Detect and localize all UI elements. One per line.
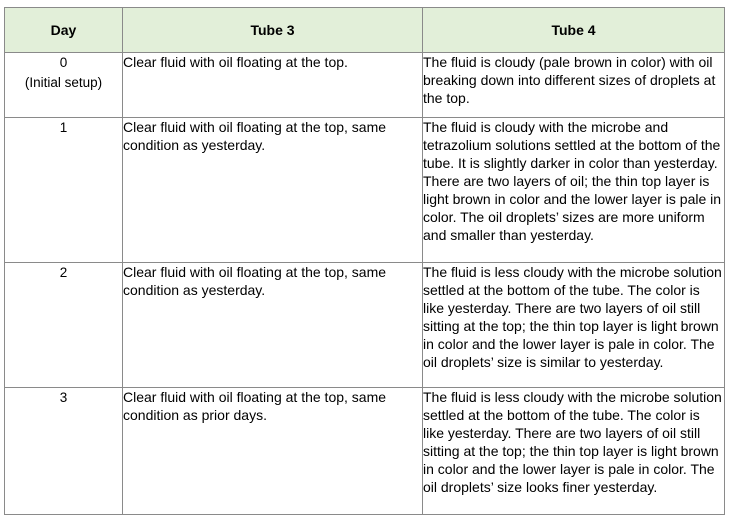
table-row: [5, 118, 725, 263]
header-day: Day: [5, 8, 123, 53]
tube-4-observation: The fluid is less cloudy with the microbe solution settled at the bottom of the tube. The color is like yesterday. There are two layers of oil still sitting at the top; the thin top layer is light brown in color and the lower layer is pale in color. The oil droplets’ size looks finer yesterday.: [423, 388, 725, 515]
header-tube-3: Tube 3: [123, 8, 423, 53]
day-number: 2: [59, 265, 68, 280]
day-number: 1: [59, 120, 68, 135]
header-tube-4: Tube 4: [423, 8, 725, 53]
tube-4-observation: The fluid is less cloudy with the microbe solution settled at the bottom of the tube. The color is like yesterday. There are two layers of oil still sitting at the top; the thin top layer is light brown in color and the lower layer is pale in color. The oil droplets’ size is similar to yesterday.: [423, 263, 725, 388]
table-row: [5, 53, 725, 118]
tube-3-observation: Clear fluid with oil floating at the top, same condition as prior days.: [123, 388, 423, 515]
day-cell: [5, 53, 123, 118]
day-note: (Initial setup): [24, 75, 103, 90]
tube-4-observation: The fluid is cloudy (pale brown in color) with oil breaking down into different sizes of droplets at the top.: [423, 53, 725, 118]
day-cell: [5, 118, 123, 263]
table-header-row: [5, 8, 725, 53]
day-number: 0: [59, 55, 68, 70]
tube-3-observation: Clear fluid with oil floating at the top, same condition as yesterday.: [123, 263, 423, 388]
tube-3-observation: Clear fluid with oil floating at the top, same condition as yesterday.: [123, 118, 423, 263]
day-cell: [5, 263, 123, 388]
table-row: [5, 263, 725, 388]
table-row: [5, 388, 725, 515]
tube-4-observation: The fluid is cloudy with the microbe and tetrazolium solutions settled at the bottom of the tube. It is slightly darker in color than yesterday. There are two layers of oil; the thin top layer is light brown in color and the lower layer is pale in color. The oil droplets’ sizes are more uniform and smaller than yesterday.: [423, 118, 725, 263]
tube-3-observation: Clear fluid with oil floating at the top.: [123, 53, 423, 118]
day-cell: [5, 388, 123, 515]
day-number: 3: [59, 390, 68, 405]
observation-table: [4, 7, 725, 515]
